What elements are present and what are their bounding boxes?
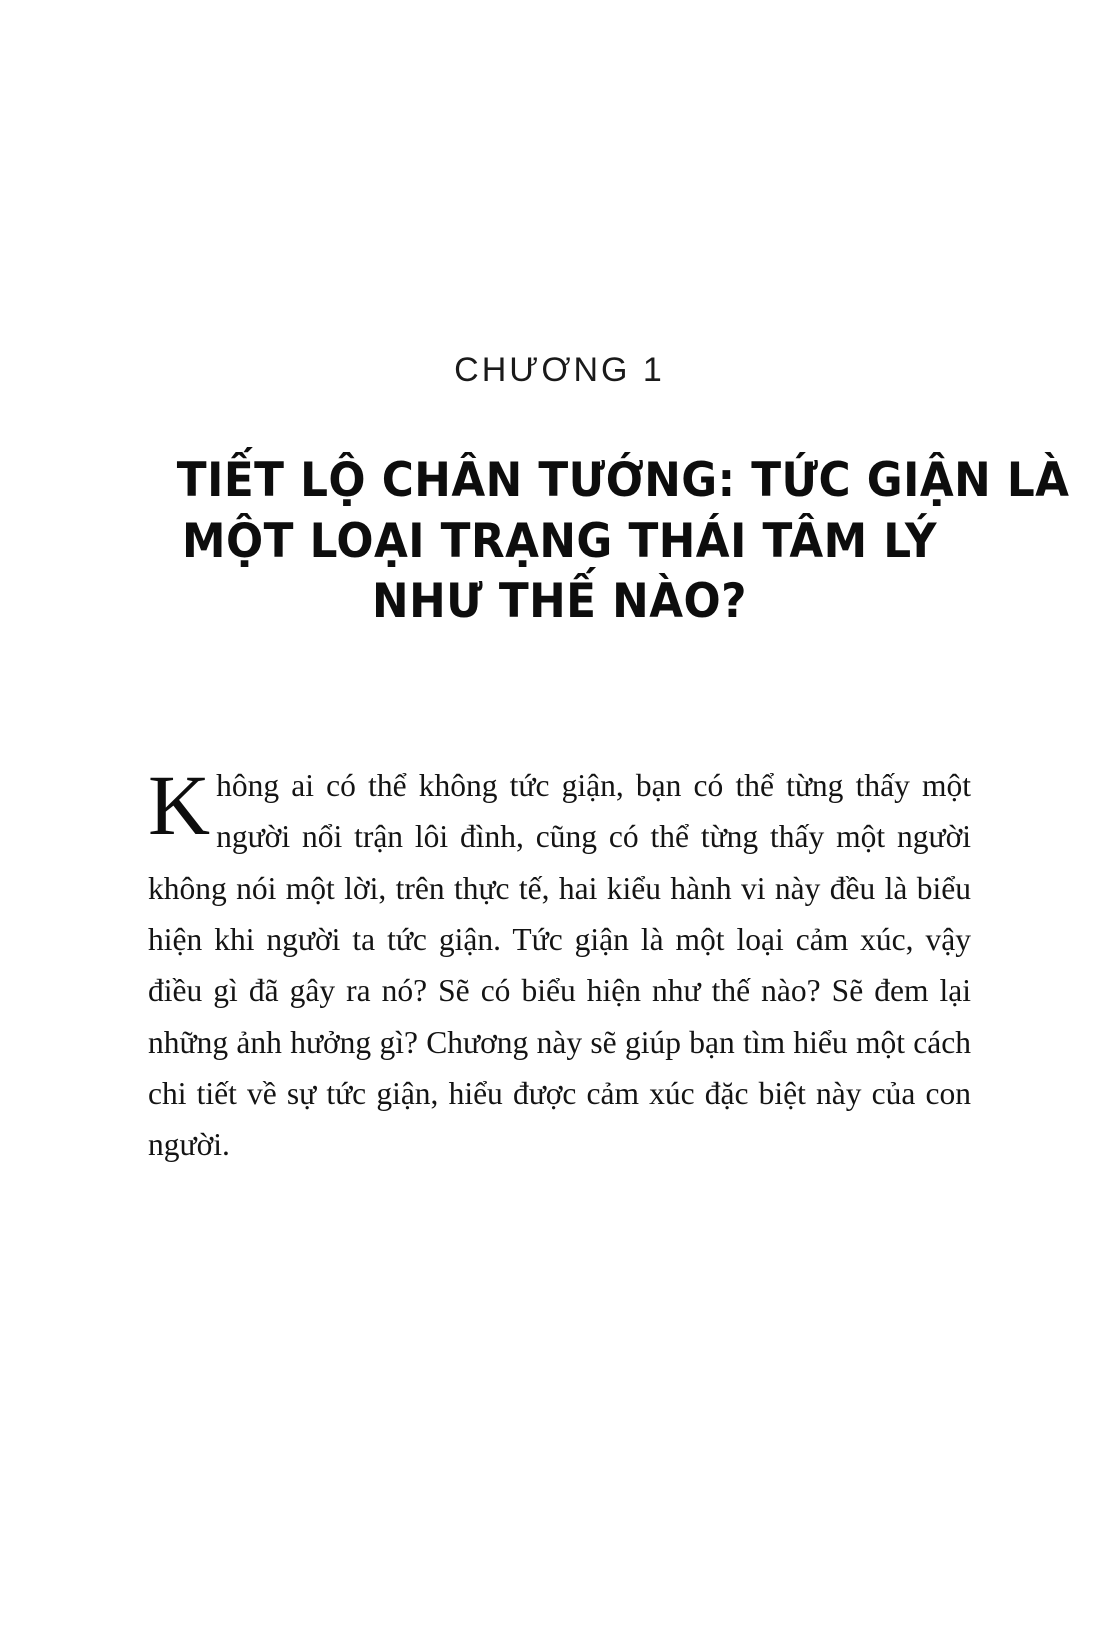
page-content <box>148 351 1070 1171</box>
chapter-label: CHƯƠNG 1 <box>454 351 665 389</box>
chapter-title-line-3: NHƯ THẾ NÀO? <box>372 573 747 629</box>
body-paragraph-text: hông ai có thể không tức giận, bạn có thể từng thấy một người nổi trận lôi đình, cũng có thể từng thấy một người không nói một lời, trên thực tế, hai kiểu hành vi này đều là biểu hiện khi người ta tức giận. Tức giận là một loại cảm xúc, vậy điều gì đã gây ra nó? Sẽ có biểu hiện như thế nào? Sẽ đem lại những ảnh hưởng gì? Chương này sẽ giúp bạn tìm hiểu một cách chi tiết về sự tức giận, hiểu được cảm xúc đặc biệt này của con người. <box>148 767 971 1163</box>
chapter-title-line-2: MỘT LOẠI TRẠNG THÁI TÂM LÝ <box>182 513 937 569</box>
drop-cap: K <box>148 756 211 853</box>
body-paragraph <box>148 756 971 1171</box>
chapter-title-line-1: TIẾT LỘ CHÂN TƯỚNG: TỨC GIẬN LÀ <box>176 453 1070 509</box>
chapter-title <box>176 451 1070 631</box>
